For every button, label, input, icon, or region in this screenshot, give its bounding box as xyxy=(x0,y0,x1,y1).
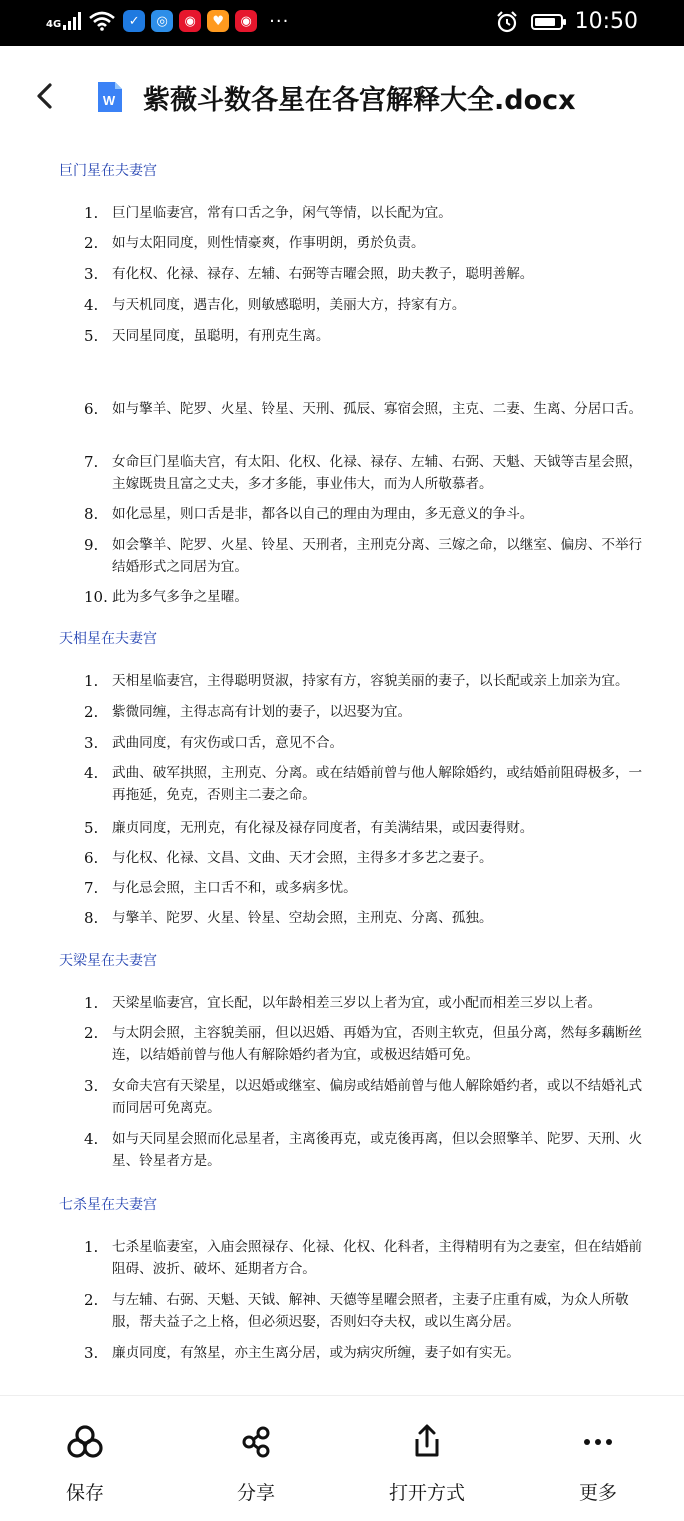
list-item xyxy=(84,907,644,929)
shield-app-icon: ✓ xyxy=(123,10,145,32)
word-doc-icon xyxy=(96,80,124,114)
list-item-number: 1. xyxy=(84,672,99,690)
list-item xyxy=(84,263,644,285)
more-dots-icon xyxy=(578,1422,618,1462)
list-item-number: 7. xyxy=(84,879,99,897)
list-item xyxy=(84,325,644,347)
list-item-number: 1. xyxy=(84,204,99,222)
list-item-number: 3. xyxy=(84,734,99,752)
list-item xyxy=(84,202,644,224)
wifi-icon xyxy=(89,11,115,31)
list-item-number: 1. xyxy=(84,1238,99,1256)
list-item-number: 4. xyxy=(84,764,99,782)
list-item-text: 与左辅、右弼、天魁、天钺、解神、天德等星曜会照者，主妻子庄重有威，为众人所敬服，帮夫益子之上格，但必须迟娶，否则妇夺夫权，或以生离分居。 xyxy=(112,1292,629,1330)
share-label: 分享 xyxy=(236,1482,275,1504)
list-item-text: 天梁星临妻宫，宜长配，以年龄相差三岁以上者为宜，或小配而相差三岁以上者。 xyxy=(112,995,602,1011)
network-type: 4G xyxy=(46,19,62,30)
open-with-button[interactable] xyxy=(367,1396,487,1521)
list-item xyxy=(84,1236,644,1280)
list-item xyxy=(84,847,644,869)
list-item xyxy=(84,232,644,254)
list-item xyxy=(84,701,644,723)
list-item-number: 7. xyxy=(84,453,99,471)
list-item-text: 紫微同缠，主得志高有计划的妻子，以迟娶为宜。 xyxy=(112,704,412,720)
list-item xyxy=(84,586,644,608)
save-label: 保存 xyxy=(65,1482,104,1504)
notification-icons xyxy=(123,10,257,32)
list-item-text: 武曲、破军拱照，主刑克、分离。或在结婚前曾与他人解除婚约，或结婚前阻碍极多，一再拖延，免克，否则主二妻之命。 xyxy=(112,765,643,803)
alarm-icon xyxy=(495,10,519,34)
signal-icon xyxy=(63,12,81,30)
share-icon xyxy=(236,1422,276,1462)
status-left xyxy=(46,10,289,32)
list-item-number: 2. xyxy=(84,1024,99,1042)
status-right xyxy=(495,9,638,34)
weibo-app-icon-2: ◉ xyxy=(235,10,257,32)
document-header xyxy=(0,46,684,150)
list-item-number: 9. xyxy=(84,536,99,554)
list-item-number: 2. xyxy=(84,703,99,721)
list-item xyxy=(84,503,644,525)
open-with-label: 打开方式 xyxy=(388,1482,465,1504)
list-item xyxy=(84,1289,644,1333)
list-item xyxy=(84,1128,644,1172)
list-item-number: 5. xyxy=(84,819,99,837)
list-item-number: 4. xyxy=(84,296,99,314)
list-item-number: 1. xyxy=(84,994,99,1012)
list-item xyxy=(84,1342,644,1364)
list-item-number: 3. xyxy=(84,265,99,283)
list-item-text: 天同星同度，虽聪明，有刑克生离。 xyxy=(112,328,330,344)
list-item xyxy=(84,534,644,578)
signal-group xyxy=(46,12,81,30)
list-item-number: 6. xyxy=(84,849,99,867)
list-item xyxy=(84,732,644,754)
list-item-text: 七杀星临妻室，入庙会照禄存、化禄、化权、化科者，主得精明有为之妻室，但在结婚前阻碍、波折、破坏、延期者方合。 xyxy=(112,1239,643,1277)
save-icon xyxy=(65,1422,105,1462)
list-item-number: 6. xyxy=(84,400,99,418)
list-item-number: 8. xyxy=(84,505,99,523)
list-item-text: 与化权、化禄、文昌、文曲、天才会照，主得多才多艺之妻子。 xyxy=(112,850,493,866)
list-item-text: 与天机同度，遇吉化，则敏感聪明，美丽大方，持家有方。 xyxy=(112,297,466,313)
export-icon xyxy=(407,1422,447,1462)
bottom-toolbar xyxy=(0,1395,684,1521)
weibo-app-icon: ◉ xyxy=(179,10,201,32)
list-item-text: 武曲同度，有灾伤或口舌，意见不合。 xyxy=(112,735,344,751)
list-item-text: 廉贞同度，无刑克，有化禄及禄存同度者，有美满结果，或因妻得财。 xyxy=(112,820,534,836)
list-item-text: 如与擎羊、陀罗、火星、铃星、天刑、孤辰、寡宿会照，主克、二妻、生离、分居口舌。 xyxy=(112,401,643,417)
list-item-text: 此为多气多争之星曜。 xyxy=(112,589,248,605)
list-item xyxy=(84,1022,644,1066)
list-item-text: 如与太阳同度，则性情豪爽，作事明朗，勇於负责。 xyxy=(112,235,425,251)
list-item xyxy=(84,762,644,806)
doc-icon-letter: W xyxy=(102,93,116,108)
list-item-number: 2. xyxy=(84,234,99,252)
battery-icon xyxy=(531,14,563,30)
list-item-number: 3. xyxy=(84,1344,99,1362)
share-button[interactable] xyxy=(196,1396,316,1521)
more-notifications-icon: ··· xyxy=(269,10,290,32)
list-item-text: 如化忌星，则口舌是非，都各以自己的理由为理由，多无意义的争斗。 xyxy=(112,506,534,522)
more-label: 更多 xyxy=(578,1482,617,1504)
list-item-text: 女命夫宫有天梁星，以迟婚或继室、偏房或结婚前曾与他人解除婚约者，或以不结婚礼式而同居可免离克。 xyxy=(112,1078,643,1116)
document-title: 紫薇斗数各星在各宫解释大全.docx xyxy=(143,85,576,116)
list-item-text: 与擎羊、陀罗、火星、铃星、空劫会照，主刑克、分离、孤独。 xyxy=(112,910,493,926)
list-item-text: 如会擎羊、陀罗、火星、铃星、天刑者，主刑克分离、三嫁之命，以继室、偏房、不举行结婚形式之同居为宜。 xyxy=(112,537,643,575)
orange-app-icon: ♥ xyxy=(207,10,229,32)
list-item-text: 与化忌会照，主口舌不和，或多病多忧。 xyxy=(112,880,357,896)
section-heading: 天梁星在夫妻宫 xyxy=(59,953,157,969)
list-item-number: 2. xyxy=(84,1291,99,1309)
browser-app-icon: ◎ xyxy=(151,10,173,32)
list-item-text: 与太阴会照，主容貌美丽，但以迟婚、再婚为宜，否则主软克，但虽分离，然每多藕断丝连，以结婚前曾与他人有解除婚约者为宜，或极迟结婚可免。 xyxy=(112,1025,643,1063)
section-heading: 天相星在夫妻宫 xyxy=(59,631,157,647)
section-heading: 巨门星在夫妻宫 xyxy=(59,163,157,179)
list-item xyxy=(84,670,644,692)
list-item-number: 5. xyxy=(84,327,99,345)
status-bar xyxy=(0,0,684,46)
list-item-number: 4. xyxy=(84,1130,99,1148)
battery-level xyxy=(535,18,555,26)
section-heading: 七杀星在夫妻宫 xyxy=(59,1197,157,1213)
list-item-text: 女命巨门星临夫宫，有太阳、化权、化禄、禄存、左辅、右弼、天魁、天钺等吉星会照，主嫁既贵且富之丈夫，多才多能，事业伟大，而为人所敬慕者。 xyxy=(112,454,643,492)
list-item xyxy=(84,877,644,899)
list-item-text: 天相星临妻宫，主得聪明贤淑，持家有方，容貌美丽的妻子，以长配或亲上加亲为宜。 xyxy=(112,673,629,689)
document-content[interactable] xyxy=(0,150,684,1395)
list-item xyxy=(84,398,644,420)
list-item-number: 8. xyxy=(84,909,99,927)
save-button[interactable] xyxy=(25,1396,145,1521)
list-item-text: 廉贞同度，有煞星，亦主生离分居，或为病灾所缠，妻子如有实无。 xyxy=(112,1345,520,1361)
list-item-text: 有化权、化禄、禄存、左辅、右弼等吉曜会照，助夫教子，聪明善解。 xyxy=(112,266,534,282)
list-item-text: 巨门星临妻宫，常有口舌之争，闲气等情，以长配为宜。 xyxy=(112,205,452,221)
list-item xyxy=(84,451,644,495)
list-item-number: 10. xyxy=(84,588,108,606)
list-item xyxy=(84,817,644,839)
back-arrow-icon[interactable] xyxy=(30,80,62,112)
list-item-text: 如与天同星会照而化忌星者，主离後再克，或克後再离，但以会照擎羊、陀罗、天刑、火星、铃星者方是。 xyxy=(112,1131,643,1169)
list-item xyxy=(84,1075,644,1119)
clock: 10:50 xyxy=(574,9,638,34)
list-item xyxy=(84,992,644,1014)
list-item xyxy=(84,294,644,316)
more-button[interactable] xyxy=(538,1396,658,1521)
list-item-number: 3. xyxy=(84,1077,99,1095)
